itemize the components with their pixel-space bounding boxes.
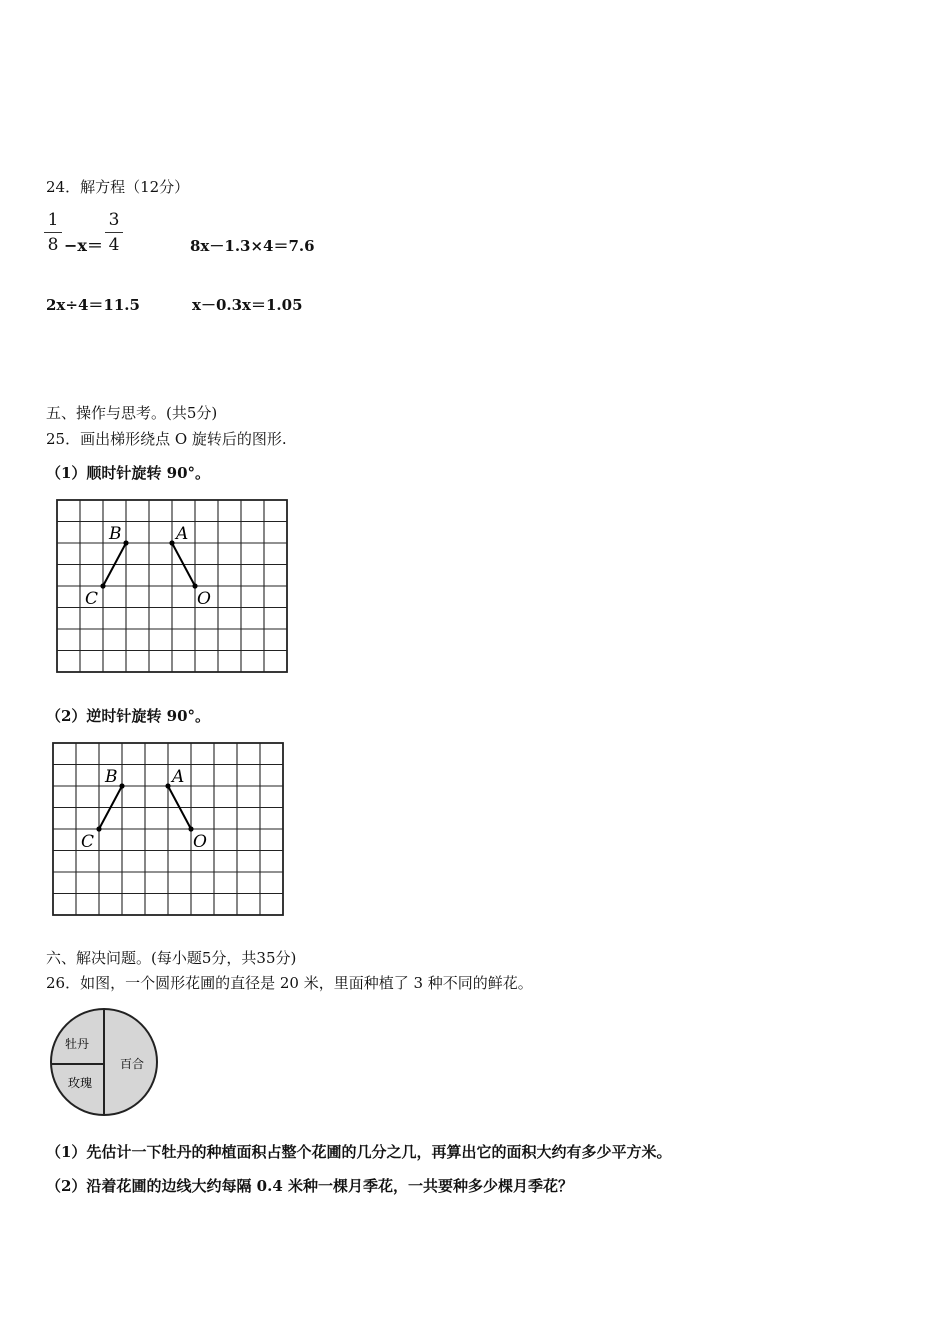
- point-b: [123, 540, 128, 545]
- equation-3: 2x÷4＝11.5: [46, 296, 140, 314]
- label-o: O: [193, 832, 207, 852]
- point-o: [188, 826, 193, 831]
- label-lily: 百合: [120, 1057, 145, 1071]
- point-c: [96, 826, 101, 831]
- fraction-denominator: 8: [47, 235, 59, 255]
- label-a: A: [172, 767, 185, 787]
- equation-2: 8x－1.3×4＝7.6: [190, 237, 315, 255]
- q24-title: 24．解方程（12分）: [46, 178, 190, 196]
- label-b: B: [109, 524, 122, 544]
- q25-part2: （2）逆时针旋转 90°。: [46, 707, 211, 725]
- section6-title: 六、解决问题。(每小题5分，共35分): [46, 949, 297, 967]
- label-c: C: [81, 832, 95, 852]
- q26-part2: （2）沿着花圃的边线大约每隔 0.4 米种一棵月季花，一共要种多少棵月季花？: [46, 1177, 573, 1195]
- q26-part1: （1）先估计一下牡丹的种植面积占整个花圃的几分之几，再算出它的面积大约有多少平方米。: [46, 1143, 672, 1161]
- fraction-numerator: 1: [47, 210, 59, 230]
- label-rose: 玫瑰: [68, 1076, 93, 1090]
- equation-1-middle: −x＝: [64, 236, 103, 255]
- grid-figure-1: [55, 498, 289, 676]
- q25-part1: （1）顺时针旋转 90°。: [46, 464, 211, 482]
- flower-bed-diagram: [48, 1007, 162, 1119]
- grid-figure-2: [51, 741, 285, 919]
- point-a: [165, 783, 170, 788]
- label-b: B: [105, 767, 118, 787]
- point-a: [169, 540, 174, 545]
- point-b: [119, 783, 124, 788]
- q26-text: 26．如图，一个圆形花圃的直径是 20 米，里面种植了 3 种不同的鲜花。: [46, 974, 533, 992]
- label-peony: 牡丹: [65, 1037, 90, 1051]
- fraction-three-quarters: [105, 210, 123, 255]
- label-a: A: [176, 524, 189, 544]
- point-c: [100, 583, 105, 588]
- label-o: O: [197, 589, 211, 609]
- fraction-numerator: 3: [108, 210, 120, 230]
- section5-title: 五、操作与思考。(共5分): [46, 404, 218, 422]
- q25-text: 25．画出梯形绕点 O 旋转后的图形.: [46, 430, 287, 448]
- label-c: C: [85, 589, 99, 609]
- fraction-one-eighth: [44, 210, 62, 255]
- fraction-denominator: 4: [108, 235, 120, 255]
- equation-4: x－0.3x＝1.05: [192, 296, 303, 314]
- point-o: [192, 583, 197, 588]
